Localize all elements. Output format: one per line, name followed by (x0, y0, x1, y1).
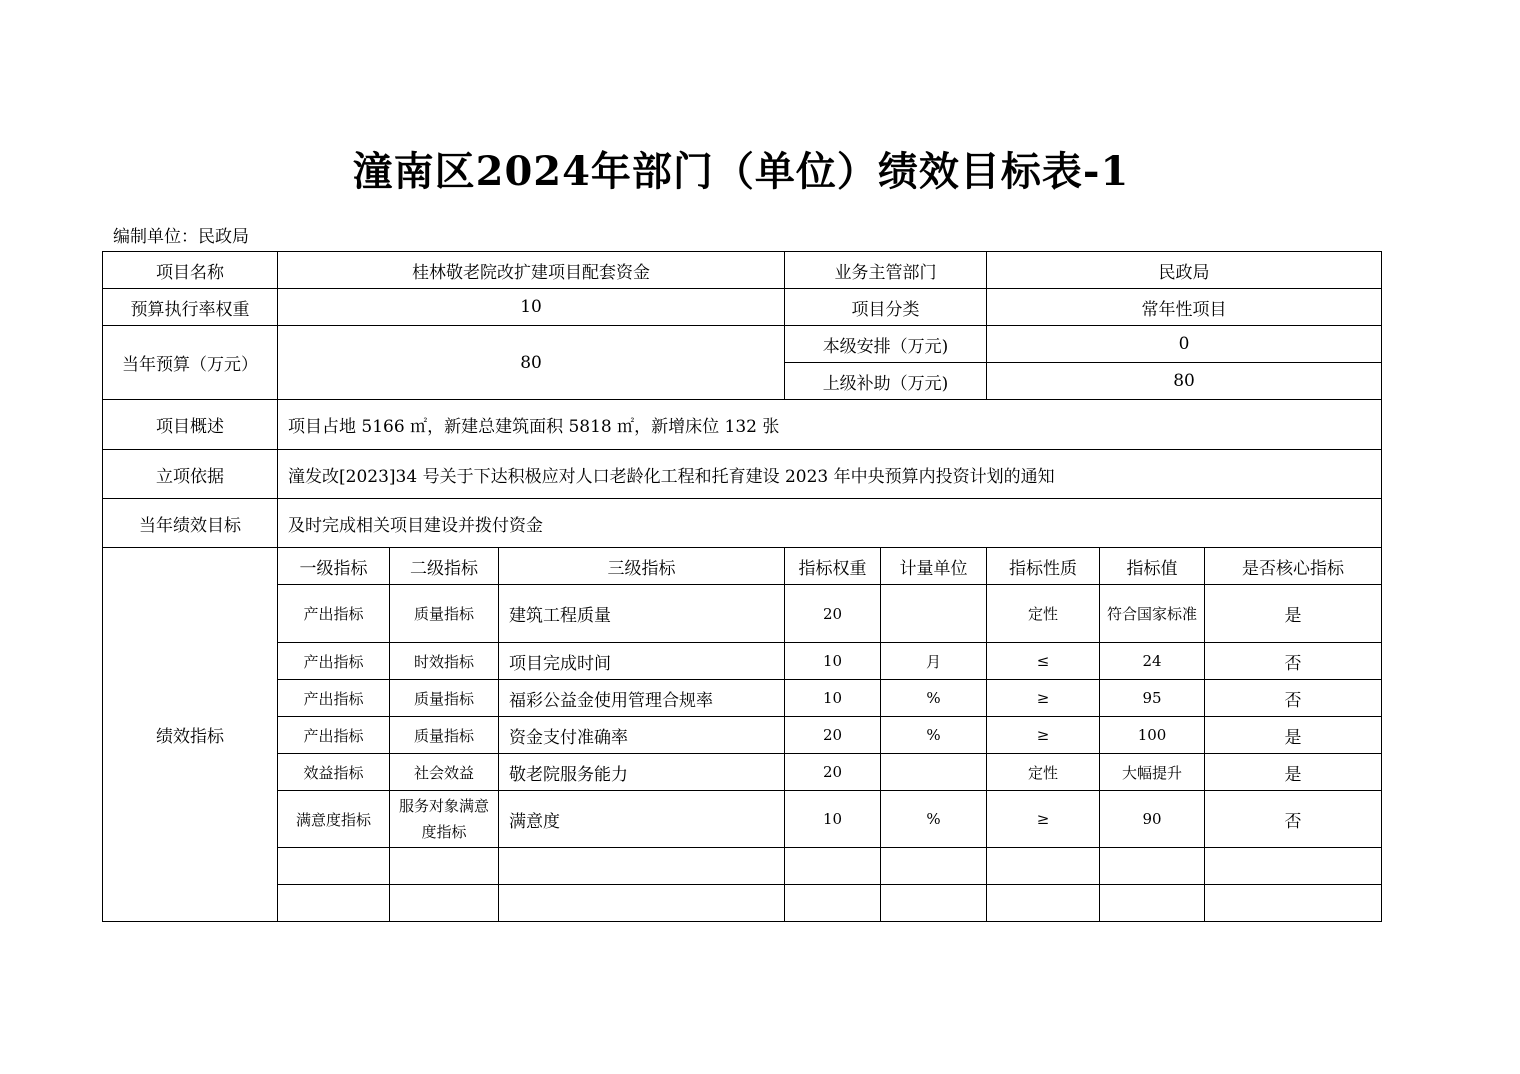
empty-cell (390, 848, 499, 885)
header-level1: 一级指标 (278, 548, 390, 585)
header-level3: 三级指标 (499, 548, 785, 585)
core-cell: 是 (1205, 754, 1382, 791)
weight-cell: 10 (785, 680, 881, 717)
empty-cell (499, 848, 785, 885)
weight-cell: 10 (785, 643, 881, 680)
level2-cell: 质量指标 (390, 717, 499, 754)
page-title: 潼南区2024年部门（单位）绩效目标表-1 (352, 148, 1130, 195)
empty-cell (881, 885, 987, 922)
unit-cell (881, 754, 987, 791)
level3-cell: 建筑工程质量 (499, 585, 785, 643)
empty-cell (390, 885, 499, 922)
value-cell: 大幅提升 (1100, 754, 1205, 791)
nature-cell: 定性 (987, 585, 1100, 643)
core-cell: 是 (1205, 585, 1382, 643)
value-cell: 24 (1100, 643, 1205, 680)
table-row (103, 754, 1382, 791)
empty-cell (499, 885, 785, 922)
overview-label: 项目概述 (103, 400, 278, 450)
table-row (103, 791, 1382, 848)
value-cell: 100 (1100, 717, 1205, 754)
empty-cell (785, 848, 881, 885)
empty-cell (1100, 885, 1205, 922)
header-unit: 计量单位 (881, 548, 987, 585)
nature-cell: 定性 (987, 754, 1100, 791)
table-row (103, 717, 1382, 754)
unit-cell: % (881, 680, 987, 717)
level2-cell: 时效指标 (390, 643, 499, 680)
table-row (103, 680, 1382, 717)
header-core: 是否核心指标 (1205, 548, 1382, 585)
level2-cell: 社会效益 (390, 754, 499, 791)
exec-rate-value: 10 (278, 289, 785, 326)
unit-cell: 月 (881, 643, 987, 680)
empty-cell (881, 848, 987, 885)
level3-cell: 满意度 (499, 791, 785, 848)
org-label: 编制单位：民政局 (113, 227, 249, 247)
weight-cell: 20 (785, 717, 881, 754)
header-level2: 二级指标 (390, 548, 499, 585)
level3-cell: 资金支付准确率 (499, 717, 785, 754)
performance-table (102, 251, 1382, 922)
level3-cell: 福彩公益金使用管理合规率 (499, 680, 785, 717)
exec-rate-label: 预算执行率权重 (103, 289, 278, 326)
weight-cell: 20 (785, 754, 881, 791)
empty-cell (1205, 848, 1382, 885)
empty-cell (1100, 848, 1205, 885)
core-cell: 否 (1205, 791, 1382, 848)
weight-cell: 10 (785, 791, 881, 848)
core-cell: 否 (1205, 643, 1382, 680)
nature-cell: ≥ (987, 791, 1100, 848)
level1-cell: 产出指标 (278, 643, 390, 680)
level1-cell: 产出指标 (278, 680, 390, 717)
level1-cell: 满意度指标 (278, 791, 390, 848)
goal-label: 当年绩效目标 (103, 499, 278, 548)
nature-cell: ≥ (987, 680, 1100, 717)
level1-cell: 产出指标 (278, 585, 390, 643)
budget-label: 当年预算（万元） (103, 326, 278, 400)
unit-cell: % (881, 791, 987, 848)
level1-cell: 产出指标 (278, 717, 390, 754)
empty-cell (987, 885, 1100, 922)
overview-value: 项目占地 5166 ㎡，新建总建筑面积 5818 ㎡，新增床位 132 张 (278, 400, 1382, 450)
level3-cell: 敬老院服务能力 (499, 754, 785, 791)
dept-value: 民政局 (987, 252, 1382, 289)
nature-cell: ≥ (987, 717, 1100, 754)
category-value: 常年性项目 (987, 289, 1382, 326)
value-cell: 95 (1100, 680, 1205, 717)
table-row (103, 585, 1382, 643)
empty-cell (1205, 885, 1382, 922)
nature-cell: ≤ (987, 643, 1100, 680)
level2-cell: 质量指标 (390, 680, 499, 717)
project-name-value: 桂林敬老院改扩建项目配套资金 (278, 252, 785, 289)
empty-cell (987, 848, 1100, 885)
upper-label: 上级补助（万元) (785, 363, 987, 400)
goal-value: 及时完成相关项目建设并拨付资金 (278, 499, 1382, 548)
value-cell: 符合国家标准 (1100, 585, 1205, 643)
level3-cell: 项目完成时间 (499, 643, 785, 680)
header-nature: 指标性质 (987, 548, 1100, 585)
unit-cell: % (881, 717, 987, 754)
core-cell: 否 (1205, 680, 1382, 717)
unit-cell (881, 585, 987, 643)
level1-cell: 效益指标 (278, 754, 390, 791)
budget-value: 80 (278, 326, 785, 400)
table-row (103, 643, 1382, 680)
header-value: 指标值 (1100, 548, 1205, 585)
value-cell: 90 (1100, 791, 1205, 848)
basis-label: 立项依据 (103, 450, 278, 499)
dept-label: 业务主管部门 (785, 252, 987, 289)
table-row-empty (103, 885, 1382, 922)
project-name-label: 项目名称 (103, 252, 278, 289)
empty-cell (785, 885, 881, 922)
core-cell: 是 (1205, 717, 1382, 754)
level2-cell: 质量指标 (390, 585, 499, 643)
weight-cell: 20 (785, 585, 881, 643)
indicators-section-label: 绩效指标 (103, 548, 278, 922)
table-row-empty (103, 848, 1382, 885)
upper-value: 80 (987, 363, 1382, 400)
header-weight: 指标权重 (785, 548, 881, 585)
local-value: 0 (987, 326, 1382, 363)
level2-cell: 服务对象满意度指标 (390, 791, 499, 848)
local-label: 本级安排（万元) (785, 326, 987, 363)
basis-value: 潼发改[2023]34 号关于下达积极应对人口老龄化工程和托育建设 2023 年中央预算内投资计划的通知 (278, 450, 1382, 499)
empty-cell (278, 848, 390, 885)
category-label: 项目分类 (785, 289, 987, 326)
empty-cell (278, 885, 390, 922)
